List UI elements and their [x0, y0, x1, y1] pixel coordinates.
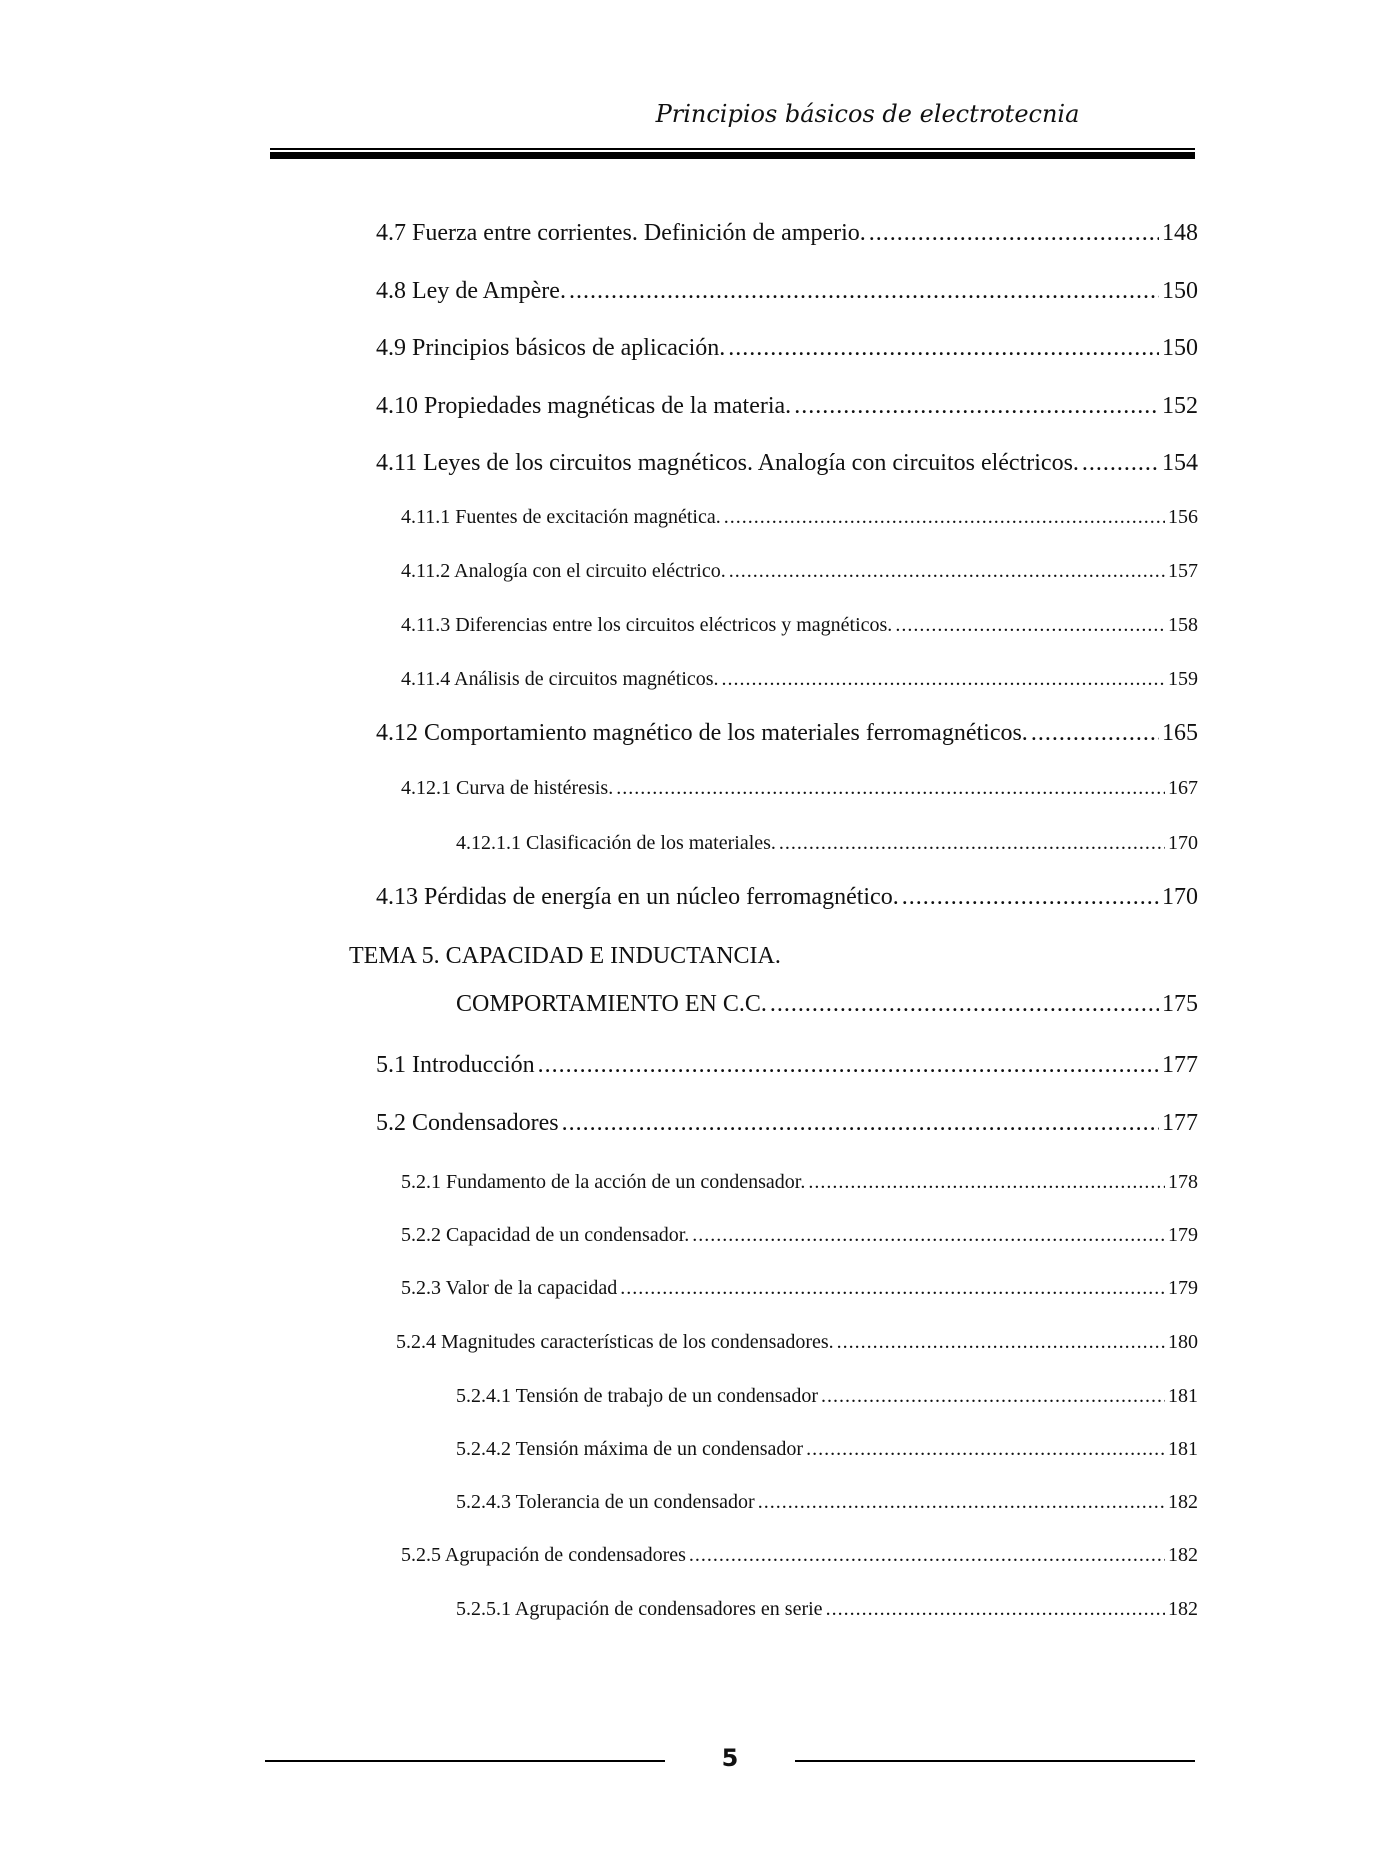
toc-entry-label: 4.7 Fuerza entre corrientes. Definición de amperio.	[376, 220, 866, 246]
dot-leader	[722, 668, 1165, 691]
toc-entry	[376, 335, 1198, 362]
toc-entry-page: 150	[1162, 335, 1198, 361]
dot-leader	[1082, 450, 1159, 477]
toc-subentry	[401, 668, 1198, 691]
toc-entry-page: 177	[1162, 1110, 1198, 1136]
toc-entry-page: 182	[1168, 1544, 1198, 1566]
toc-subentry	[401, 777, 1198, 800]
toc-subsubentry	[456, 1438, 1198, 1461]
dot-leader	[837, 1331, 1165, 1354]
toc-entry-label: 4.13 Pérdidas de energía en un núcleo ferromagnético.	[376, 884, 899, 910]
toc-entry-page: 178	[1168, 1171, 1198, 1193]
toc-entry-label: 5.2.4.1 Tensión de trabajo de un condensador	[456, 1385, 819, 1407]
toc-entry-page: 154	[1162, 450, 1198, 476]
dot-leader	[779, 832, 1165, 855]
toc-subentry	[401, 1544, 1198, 1567]
dot-leader	[808, 1171, 1165, 1194]
toc-subentry	[401, 1171, 1198, 1194]
footer-rule-left	[265, 1760, 665, 1762]
dot-leader	[902, 884, 1159, 911]
page-number: 5	[721, 1744, 739, 1772]
toc-entry	[376, 720, 1198, 747]
dot-leader	[689, 1544, 1165, 1567]
toc-subsubentry	[456, 1385, 1198, 1408]
dot-leader	[562, 1110, 1159, 1137]
dot-leader	[729, 560, 1165, 583]
toc-subentry	[396, 1331, 1198, 1354]
toc-entry-page: 156	[1168, 506, 1198, 528]
dot-leader	[728, 335, 1159, 362]
toc-entry	[376, 450, 1198, 477]
toc-entry-label: 4.11.2 Analogía con el circuito eléctrico.	[401, 560, 726, 582]
dot-leader	[724, 506, 1165, 529]
toc-entry-label: 5.2 Condensadores	[376, 1110, 559, 1136]
toc-subentry	[401, 506, 1198, 529]
toc-entry-page: 170	[1168, 832, 1198, 854]
toc-entry-label: 5.2.4 Magnitudes características de los condensadores.	[396, 1331, 834, 1353]
toc-subsubentry	[456, 832, 1198, 855]
dot-leader	[869, 220, 1159, 247]
toc-entry-page: 165	[1162, 720, 1198, 746]
toc-entry-page: 150	[1162, 278, 1198, 304]
dot-leader	[770, 991, 1159, 1018]
toc-entry-page: 175	[1162, 991, 1198, 1017]
toc-entry	[376, 1052, 1198, 1079]
chapter-heading	[456, 991, 1198, 1018]
toc-entry-page: 148	[1162, 220, 1198, 246]
dot-leader	[794, 393, 1159, 420]
toc-entry-label: 4.9 Principios básicos de aplicación.	[376, 335, 726, 361]
toc-entry-label: 4.10 Propiedades magnéticas de la materia.	[376, 393, 792, 419]
toc-entry-page: 180	[1168, 1331, 1198, 1353]
toc-entry-label: 5.2.4.3 Tolerancia de un condensador	[456, 1491, 755, 1513]
toc-entry-label: 4.12 Comportamiento magnético de los materiales ferromagnéticos.	[376, 720, 1028, 746]
toc-subentry	[401, 1224, 1198, 1247]
toc-entry-label: 5.2.5 Agrupación de condensadores	[401, 1544, 686, 1566]
running-header-title: Principios básicos de electrotecnia	[655, 100, 1080, 128]
toc-entry-page: 179	[1168, 1224, 1198, 1246]
toc-entry-label: 5.2.5.1 Agrupación de condensadores en serie	[456, 1598, 823, 1620]
toc-subentry	[401, 614, 1198, 637]
toc-entry	[376, 1110, 1198, 1137]
toc-entry-label: 5.2.4.2 Tensión máxima de un condensador	[456, 1438, 804, 1460]
toc-entry-page: 158	[1168, 614, 1198, 636]
toc-entry-label: 5.1 Introducción	[376, 1052, 535, 1078]
toc-entry	[376, 278, 1198, 305]
toc-entry-label: 4.12.1 Curva de histéresis.	[401, 777, 614, 799]
toc-entry-label: 4.11.3 Diferencias entre los circuitos eléctricos y magnéticos.	[401, 614, 893, 636]
dot-leader	[806, 1438, 1165, 1461]
toc-entry-page: 157	[1168, 560, 1198, 582]
toc-entry-page: 181	[1168, 1438, 1198, 1460]
toc-subentry	[401, 560, 1198, 583]
toc-subsubentry	[456, 1598, 1198, 1621]
toc-entry	[376, 884, 1198, 911]
toc-entry-page: 179	[1168, 1277, 1198, 1299]
chapter-heading-line2: COMPORTAMIENTO EN C.C.	[456, 991, 767, 1017]
toc-entry-page: 159	[1168, 668, 1198, 690]
toc-entry-label: 4.11.4 Análisis de circuitos magnéticos.	[401, 668, 719, 690]
dot-leader	[620, 1277, 1165, 1300]
dot-leader	[758, 1491, 1165, 1514]
footer-rule-right	[795, 1760, 1195, 1762]
toc-entry	[376, 393, 1198, 420]
toc-entry-label: 5.2.2 Capacidad de un condensador.	[401, 1224, 690, 1246]
toc-entry-label: 4.12.1.1 Clasificación de los materiales.	[456, 832, 776, 854]
toc-entry-page: 177	[1162, 1052, 1198, 1078]
dot-leader	[826, 1598, 1165, 1621]
toc-entry-label: 5.2.3 Valor de la capacidad	[401, 1277, 618, 1299]
toc-entry-label: 4.8 Ley de Ampère.	[376, 278, 566, 304]
toc-entry-label: 4.11.1 Fuentes de excitación magnética.	[401, 506, 721, 528]
dot-leader	[616, 777, 1165, 800]
toc-entry-page: 170	[1162, 884, 1198, 910]
toc-entry-label: 4.11 Leyes de los circuitos magnéticos. Analogía con circuitos eléctricos.	[376, 450, 1079, 476]
toc-subentry	[401, 1277, 1198, 1300]
dot-leader	[692, 1224, 1165, 1247]
toc-entry-page: 182	[1168, 1598, 1198, 1620]
toc-entry-page: 167	[1168, 777, 1198, 799]
toc-entry-page: 152	[1162, 393, 1198, 419]
dot-leader	[821, 1385, 1165, 1408]
toc-entry-label: 5.2.1 Fundamento de la acción de un condensador.	[401, 1171, 806, 1193]
dot-leader	[569, 278, 1159, 305]
toc-entry-page: 182	[1168, 1491, 1198, 1513]
toc-entry	[376, 220, 1198, 247]
toc-subsubentry	[456, 1491, 1198, 1514]
dot-leader	[895, 614, 1165, 637]
chapter-heading-line1: TEMA 5. CAPACIDAD E INDUCTANCIA.	[349, 943, 781, 969]
dot-leader	[1031, 720, 1159, 747]
dot-leader	[538, 1052, 1159, 1079]
toc-entry-page: 181	[1168, 1385, 1198, 1407]
